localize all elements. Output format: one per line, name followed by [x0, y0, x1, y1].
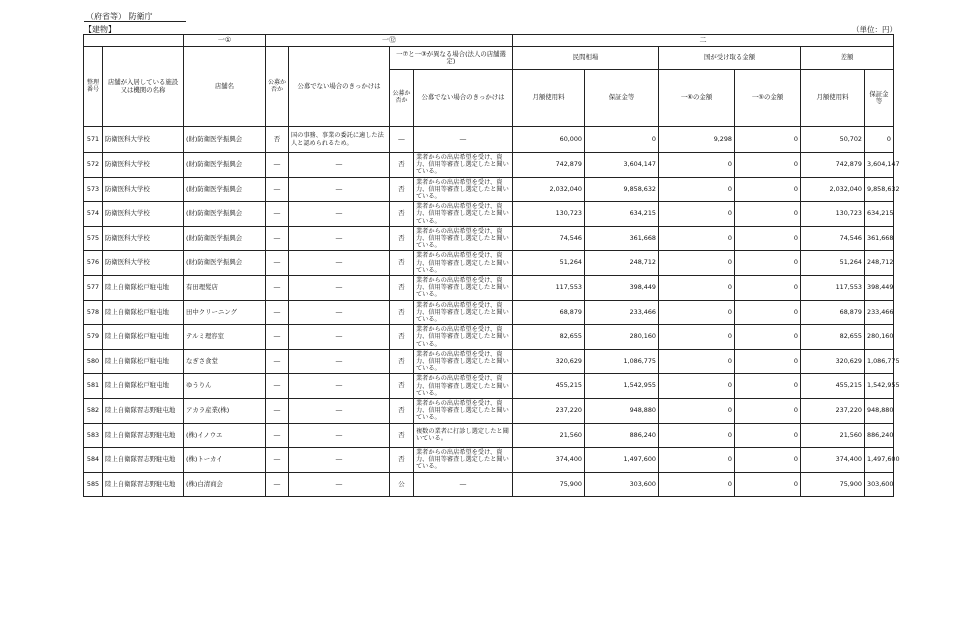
row-store: (財)防衛医学振興会 [184, 127, 266, 153]
row-number: 585 [84, 472, 103, 497]
row-public-offer-2: 否 [390, 448, 414, 473]
row-public-offer-2: 否 [390, 226, 414, 251]
col-diff-monthly: 月額使用料 [801, 70, 865, 127]
row-public-offer-2: 否 [390, 398, 414, 423]
table-row [84, 127, 894, 153]
row-national-minus5: 0 [735, 374, 801, 399]
table-row [84, 325, 894, 350]
row-number: 579 [84, 325, 103, 350]
row-private-deposit: 9,858,632 [585, 177, 659, 202]
row-trigger-2: 業者からの出店希望を受け、資力、信用等審査し選定したと聞いている。 [414, 398, 513, 423]
row-national-minus5: 0 [735, 300, 801, 325]
row-public-offer: ― [266, 226, 289, 251]
row-public-offer-2: 否 [390, 300, 414, 325]
row-private-deposit: 280,160 [585, 325, 659, 350]
table-row [84, 423, 894, 448]
row-private-monthly: 117,553 [513, 275, 585, 300]
row-national-minus5: 0 [735, 448, 801, 473]
row-trigger-2: ― [414, 472, 513, 497]
row-number: 583 [84, 423, 103, 448]
header-row-groups [84, 35, 894, 47]
row-national-minus6: 9,298 [659, 127, 735, 153]
row-diff-deposit: 886,240 [865, 423, 894, 448]
row-diff-deposit: 303,600 [865, 472, 894, 497]
row-number: 578 [84, 300, 103, 325]
row-store: なぎさ食堂 [184, 349, 266, 374]
row-number: 571 [84, 127, 103, 153]
row-private-deposit: 248,712 [585, 251, 659, 276]
row-national-minus6: 0 [659, 153, 735, 178]
col-trigger-2: 公募でない場合のきっかけは [414, 70, 513, 127]
row-national-minus6: 0 [659, 226, 735, 251]
row-diff-deposit: 948,880 [865, 398, 894, 423]
row-store: (株)トーカイ [184, 448, 266, 473]
row-diff-deposit: 1,542,955 [865, 374, 894, 399]
row-trigger: ― [289, 349, 390, 374]
row-private-monthly: 60,000 [513, 127, 585, 153]
row-diff-monthly: 2,032,040 [801, 177, 865, 202]
table-row [84, 202, 894, 227]
row-store: ゆうりん [184, 374, 266, 399]
row-diff-deposit: 280,160 [865, 325, 894, 350]
row-trigger: ― [289, 275, 390, 300]
row-private-deposit: 634,215 [585, 202, 659, 227]
row-facility: 防衛医科大学校 [103, 251, 184, 276]
row-national-minus6: 0 [659, 251, 735, 276]
row-private-monthly: 51,264 [513, 251, 585, 276]
row-public-offer: ― [266, 251, 289, 276]
table-row [84, 349, 894, 374]
row-public-offer: ― [266, 423, 289, 448]
row-facility: 陸上自衛隊習志野駐屯地 [103, 423, 184, 448]
row-private-deposit: 1,086,775 [585, 349, 659, 374]
row-private-deposit: 948,880 [585, 398, 659, 423]
row-trigger-2: 業者からの出店希望を受け、資力、信用等審査し選定したと聞いている。 [414, 349, 513, 374]
row-private-monthly: 74,546 [513, 226, 585, 251]
col-public-offer: 公募か否か [266, 47, 289, 127]
row-diff-deposit: 634,215 [865, 202, 894, 227]
data-table [83, 34, 900, 497]
row-public-offer: ― [266, 300, 289, 325]
row-national-minus5: 0 [735, 226, 801, 251]
row-public-offer-2: 否 [390, 275, 414, 300]
row-public-offer: 否 [266, 127, 289, 153]
row-trigger: ― [289, 448, 390, 473]
row-diff-deposit: 361,668 [865, 226, 894, 251]
row-public-offer: ― [266, 153, 289, 178]
row-diff-monthly: 51,264 [801, 251, 865, 276]
row-trigger: ― [289, 325, 390, 350]
row-facility: 陸上自衛隊習志野駐屯地 [103, 472, 184, 497]
row-trigger-2: 業者からの出店希望を受け、資力、信用等審査し選定したと聞いている。 [414, 275, 513, 300]
row-public-offer-2: 公 [390, 472, 414, 497]
table-row [84, 226, 894, 251]
row-national-minus6: 0 [659, 398, 735, 423]
row-public-offer-2: ― [390, 127, 414, 153]
row-national-minus6: 0 [659, 325, 735, 350]
row-trigger: ― [289, 177, 390, 202]
row-trigger: ― [289, 226, 390, 251]
row-trigger: 国の事務、事業の委託に適した法人と認められるため。 [289, 127, 390, 153]
row-public-offer: ― [266, 349, 289, 374]
row-trigger: ― [289, 300, 390, 325]
row-national-minus5: 0 [735, 398, 801, 423]
row-national-minus5: 0 [735, 202, 801, 227]
row-private-monthly: 2,032,040 [513, 177, 585, 202]
row-private-deposit: 3,604,147 [585, 153, 659, 178]
col-no: 整理番号 [84, 47, 103, 127]
row-store: テルミ理容室 [184, 325, 266, 350]
row-number: 574 [84, 202, 103, 227]
row-private-monthly: 320,629 [513, 349, 585, 374]
col-trigger: 公募でない場合のきっかけは [289, 47, 390, 127]
row-number: 582 [84, 398, 103, 423]
row-facility: 陸上自衛隊松戸駐屯地 [103, 325, 184, 350]
row-national-minus5: 0 [735, 349, 801, 374]
row-diff-monthly: 117,553 [801, 275, 865, 300]
row-national-minus6: 0 [659, 349, 735, 374]
row-public-offer-2: 否 [390, 251, 414, 276]
col-store: 店舗名 [184, 47, 266, 127]
row-private-monthly: 374,400 [513, 448, 585, 473]
row-diff-deposit: 398,449 [865, 275, 894, 300]
row-store: (財)防衛医学振興会 [184, 202, 266, 227]
row-national-minus5: 0 [735, 423, 801, 448]
row-diff-monthly: 21,560 [801, 423, 865, 448]
row-store: (財)防衛医学振興会 [184, 251, 266, 276]
row-public-offer: ― [266, 177, 289, 202]
col-difference: 差額 [801, 47, 894, 70]
row-store: 田中クリーニング [184, 300, 266, 325]
row-private-deposit: 361,668 [585, 226, 659, 251]
row-public-offer: ― [266, 448, 289, 473]
row-national-minus5: 0 [735, 275, 801, 300]
row-diff-monthly: 374,400 [801, 448, 865, 473]
row-diff-monthly: 455,215 [801, 374, 865, 399]
row-private-monthly: 455,215 [513, 374, 585, 399]
row-public-offer-2: 否 [390, 349, 414, 374]
row-national-minus6: 0 [659, 448, 735, 473]
row-diff-monthly: 130,723 [801, 202, 865, 227]
row-facility: 防衛医科大学校 [103, 177, 184, 202]
group-header-1: 一① [184, 35, 266, 47]
blank-header [84, 35, 184, 47]
table-row [84, 153, 894, 178]
row-diff-monthly: 75,900 [801, 472, 865, 497]
row-trigger: ― [289, 423, 390, 448]
row-trigger: ― [289, 202, 390, 227]
table-row [84, 177, 894, 202]
row-national-minus5: 0 [735, 127, 801, 153]
row-trigger: ― [289, 374, 390, 399]
row-store: アカラ産業(株) [184, 398, 266, 423]
row-trigger-2: 複数の業者に打診し選定したと聞いている。 [414, 423, 513, 448]
col-private-monthly: 月額使用料 [513, 70, 585, 127]
col-national-minus5: 一⑤の金額 [735, 70, 801, 127]
row-facility: 防衛医科大学校 [103, 127, 184, 153]
row-store: (株)イノウエ [184, 423, 266, 448]
header-row-sub [84, 47, 894, 70]
row-private-deposit: 233,466 [585, 300, 659, 325]
row-private-deposit: 303,600 [585, 472, 659, 497]
row-public-offer-2: 否 [390, 177, 414, 202]
row-diff-deposit: 3,604,147 [865, 153, 894, 178]
row-facility: 陸上自衛隊松戸駐屯地 [103, 374, 184, 399]
row-diff-deposit: 0 [865, 127, 894, 153]
row-number: 577 [84, 275, 103, 300]
row-private-monthly: 237,220 [513, 398, 585, 423]
row-facility: 陸上自衛隊習志野駐屯地 [103, 398, 184, 423]
row-diff-deposit: 1,086,775 [865, 349, 894, 374]
row-number: 581 [84, 374, 103, 399]
row-private-deposit: 1,542,955 [585, 374, 659, 399]
row-public-offer: ― [266, 472, 289, 497]
row-trigger-2: 業者からの出店希望を受け、資力、信用等審査し選定したと聞いている。 [414, 177, 513, 202]
row-diff-monthly: 742,879 [801, 153, 865, 178]
row-store: (財)防衛医学振興会 [184, 226, 266, 251]
col-facility: 店舗が入居している施設又は機関の名称 [103, 47, 184, 127]
table-row [84, 398, 894, 423]
row-public-offer: ― [266, 202, 289, 227]
row-private-monthly: 742,879 [513, 153, 585, 178]
row-facility: 陸上自衛隊松戸駐屯地 [103, 275, 184, 300]
col-private-market: 民間相場 [513, 47, 659, 70]
col-diff-deposit: 保証金等 [865, 70, 894, 127]
row-store: (株)白清商会 [184, 472, 266, 497]
row-trigger-2: 業者からの出店希望を受け、資力、信用等審査し選定したと聞いている。 [414, 300, 513, 325]
table-row [84, 374, 894, 399]
row-private-monthly: 82,655 [513, 325, 585, 350]
row-facility: 陸上自衛隊松戸駐屯地 [103, 349, 184, 374]
ministry-underline [84, 21, 186, 22]
row-diff-deposit: 9,858,632 [865, 177, 894, 202]
row-national-minus5: 0 [735, 251, 801, 276]
row-diff-deposit: 233,466 [865, 300, 894, 325]
row-private-monthly: 75,900 [513, 472, 585, 497]
row-diff-monthly: 50,702 [801, 127, 865, 153]
row-trigger-2: 業者からの出店希望を受け、資力、信用等審査し選定したと聞いている。 [414, 202, 513, 227]
row-public-offer: ― [266, 275, 289, 300]
row-diff-deposit: 248,712 [865, 251, 894, 276]
row-number: 576 [84, 251, 103, 276]
row-national-minus5: 0 [735, 472, 801, 497]
row-trigger-2: 業者からの出店希望を受け、資力、信用等審査し選定したと聞いている。 [414, 251, 513, 276]
table-row [84, 472, 894, 497]
ministry-label: （府省等） 防衛庁 [86, 12, 153, 21]
row-private-monthly: 130,723 [513, 202, 585, 227]
row-trigger-2: ― [414, 127, 513, 153]
table-row [84, 300, 894, 325]
row-national-minus6: 0 [659, 300, 735, 325]
row-national-minus6: 0 [659, 202, 735, 227]
row-private-deposit: 398,449 [585, 275, 659, 300]
row-number: 584 [84, 448, 103, 473]
row-store: (財)防衛医学振興会 [184, 177, 266, 202]
col-public-offer-2: 公募か否か [390, 70, 414, 127]
group-header-2: 一⑫ [266, 35, 513, 47]
group-header-3: 二 [513, 35, 894, 47]
row-national-minus6: 0 [659, 472, 735, 497]
table-row [84, 251, 894, 276]
col-national-minus6: 一⑥の金額 [659, 70, 735, 127]
row-diff-monthly: 320,629 [801, 349, 865, 374]
row-diff-deposit: 1,497,600 [865, 448, 894, 473]
row-private-deposit: 1,497,600 [585, 448, 659, 473]
row-diff-monthly: 68,879 [801, 300, 865, 325]
row-store: (財)防衛医学振興会 [184, 153, 266, 178]
row-private-deposit: 0 [585, 127, 659, 153]
row-diff-monthly: 82,655 [801, 325, 865, 350]
row-store: 有田理髪店 [184, 275, 266, 300]
col-private-deposit: 保証金等 [585, 70, 659, 127]
row-public-offer-2: 否 [390, 374, 414, 399]
unit-label: （単位：円） [852, 25, 897, 34]
table-row [84, 448, 894, 473]
row-public-offer-2: 否 [390, 423, 414, 448]
table-body [84, 127, 900, 497]
row-private-deposit: 886,240 [585, 423, 659, 448]
row-national-minus5: 0 [735, 177, 801, 202]
row-trigger-2: 業者からの出店希望を受け、資力、信用等審査し選定したと聞いている。 [414, 226, 513, 251]
col-national-amount: 国が受け取る金額 [659, 47, 801, 70]
row-trigger: ― [289, 153, 390, 178]
row-facility: 陸上自衛隊松戸駐屯地 [103, 300, 184, 325]
row-facility: 陸上自衛隊習志野駐屯地 [103, 448, 184, 473]
row-trigger-2: 業者からの出店希望を受け、資力、信用等審査し選定したと聞いている。 [414, 153, 513, 178]
row-trigger-2: 業者からの出店希望を受け、資力、信用等審査し選定したと聞いている。 [414, 374, 513, 399]
row-number: 575 [84, 226, 103, 251]
row-number: 572 [84, 153, 103, 178]
col-subheader-store-selection: 一⑦と一③が異なる場合(法人の店舗選定) [390, 47, 513, 70]
row-national-minus5: 0 [735, 325, 801, 350]
row-public-offer: ― [266, 374, 289, 399]
row-national-minus6: 0 [659, 374, 735, 399]
row-national-minus6: 0 [659, 423, 735, 448]
row-private-monthly: 68,879 [513, 300, 585, 325]
row-public-offer: ― [266, 325, 289, 350]
row-trigger: ― [289, 251, 390, 276]
row-diff-monthly: 237,220 [801, 398, 865, 423]
row-number: 580 [84, 349, 103, 374]
row-diff-monthly: 74,546 [801, 226, 865, 251]
row-trigger-2: 業者からの出店希望を受け、資力、信用等審査し選定したと聞いている。 [414, 448, 513, 473]
row-public-offer-2: 否 [390, 202, 414, 227]
category-label: 【建物】 [84, 25, 116, 34]
table-row [84, 275, 894, 300]
row-public-offer-2: 否 [390, 153, 414, 178]
row-facility: 防衛医科大学校 [103, 153, 184, 178]
row-trigger: ― [289, 472, 390, 497]
row-facility: 防衛医科大学校 [103, 202, 184, 227]
row-trigger-2: 業者からの出店希望を受け、資力、信用等審査し選定したと聞いている。 [414, 325, 513, 350]
row-trigger: ― [289, 398, 390, 423]
row-private-monthly: 21,560 [513, 423, 585, 448]
row-national-minus6: 0 [659, 275, 735, 300]
row-national-minus6: 0 [659, 177, 735, 202]
row-national-minus5: 0 [735, 153, 801, 178]
row-number: 573 [84, 177, 103, 202]
row-public-offer-2: 否 [390, 325, 414, 350]
row-facility: 防衛医科大学校 [103, 226, 184, 251]
row-public-offer: ― [266, 398, 289, 423]
